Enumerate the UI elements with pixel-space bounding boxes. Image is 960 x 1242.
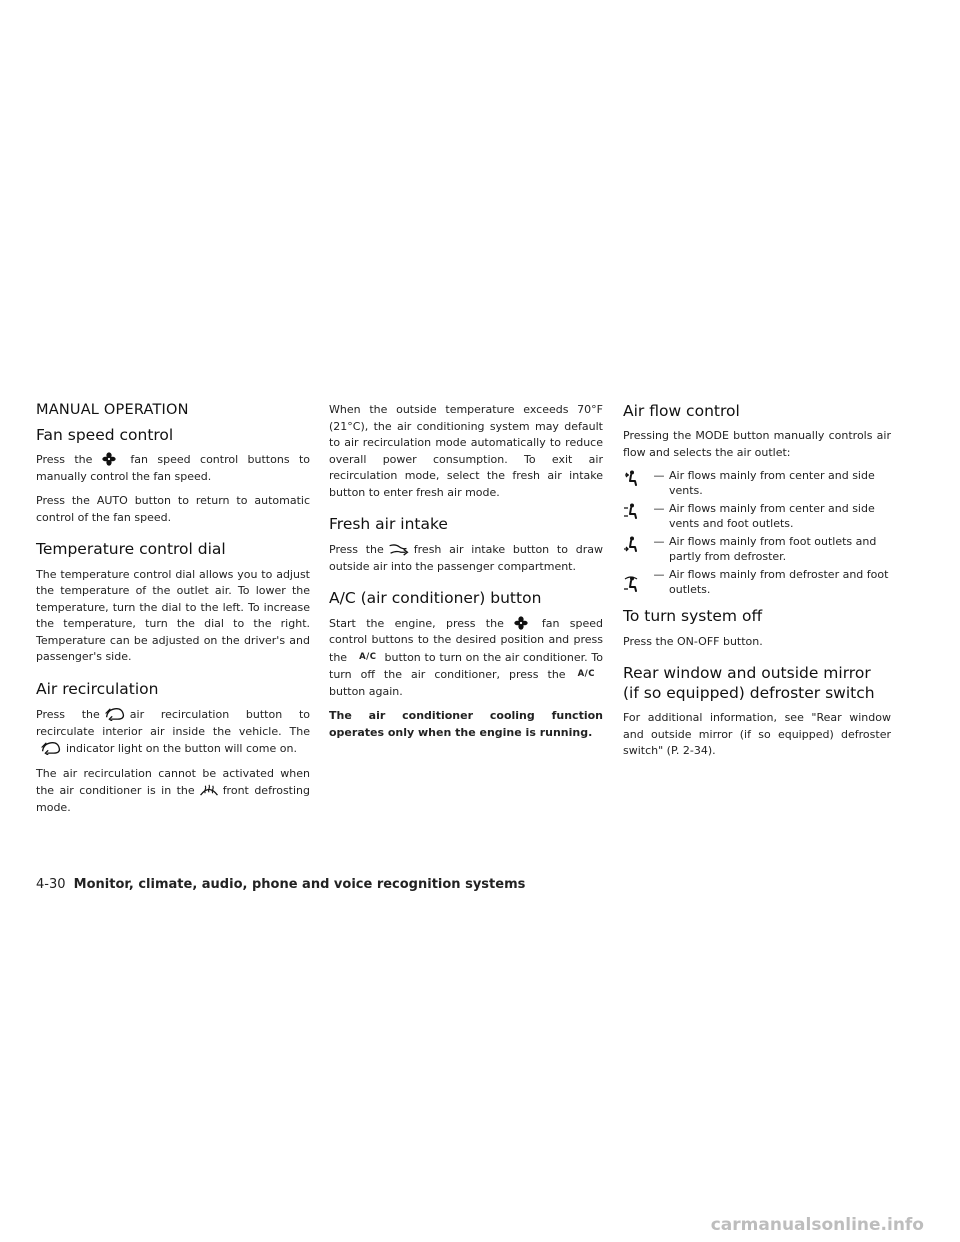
section-title: MANUAL OPERATION bbox=[36, 402, 189, 418]
turn-off-heading: To turn system off bbox=[623, 607, 763, 626]
ac-label: A/C bbox=[577, 669, 595, 680]
text-span: button again. bbox=[329, 684, 403, 698]
list-item bbox=[623, 535, 891, 564]
fan-icon bbox=[102, 452, 116, 466]
list-item bbox=[623, 502, 891, 531]
column-middle bbox=[329, 402, 603, 749]
recirculation-heading: Air recirculation bbox=[36, 679, 159, 698]
ac-warning: The air conditioner cooling function operates only when the engine is running. bbox=[329, 709, 603, 739]
mode-description: Air flows mainly from center and side vents. bbox=[669, 469, 875, 497]
chapter-title: Monitor, climate, audio, phone and voice recognition systems bbox=[73, 877, 526, 892]
heading-line: Rear window and outside mirror bbox=[623, 664, 871, 683]
temperature-heading: Temperature control dial bbox=[36, 540, 226, 559]
recirculation-icon bbox=[103, 706, 127, 721]
mode-description: Air flows mainly from center and side vents and foot outlets. bbox=[669, 502, 875, 530]
airflow-mode-list bbox=[623, 469, 891, 597]
fan-speed-heading: Fan speed control bbox=[36, 426, 174, 444]
mode-description: Air flows mainly from foot outlets and partly from defroster. bbox=[669, 535, 877, 563]
text-span: front defrosting mode. bbox=[36, 784, 311, 814]
column-right bbox=[623, 402, 891, 768]
fan-speed-paragraph bbox=[36, 452, 310, 485]
list-item bbox=[623, 568, 891, 597]
recirculation-note bbox=[36, 766, 310, 817]
foot-defrost-mode-icon bbox=[623, 576, 639, 592]
rear-defroster-heading bbox=[623, 664, 891, 703]
text-span: fan speed control buttons to manually control the fan speed. bbox=[36, 453, 310, 483]
airflow-intro: Pressing the MODE button manually controls air flow and selects the air outlet: bbox=[623, 429, 891, 459]
list-item bbox=[623, 469, 891, 498]
text-span: Press the bbox=[36, 708, 100, 722]
watermark: carmanualsonline.info bbox=[710, 1215, 924, 1235]
auto-recirc-paragraph: When the outside temperature exceeds 70°F (21°C), the air conditioning system may default to air recirculation mode automatically to reduce overall power consumption. To exit air recirculation mode, select the fresh air intake button to enter fresh air mode. bbox=[329, 403, 603, 499]
dash: — bbox=[653, 469, 665, 483]
ac-heading: A/C (air conditioner) button bbox=[329, 589, 542, 608]
defroster-icon bbox=[198, 782, 220, 797]
ac-paragraph bbox=[329, 616, 603, 701]
auto-paragraph: Press the AUTO button to return to automatic control of the fan speed. bbox=[36, 494, 310, 524]
text-span: fresh air intake button to draw outside air into the passenger compartment. bbox=[329, 543, 603, 573]
ac-label: A/C bbox=[359, 651, 377, 662]
fresh-air-heading: Fresh air intake bbox=[329, 515, 448, 533]
dash: — bbox=[653, 535, 665, 549]
fresh-air-icon bbox=[387, 541, 411, 556]
page-footer bbox=[36, 877, 525, 892]
rear-defroster-paragraph: For additional information, see "Rear window and outside mirror (if so equipped) defroster switch" (P. 2-34). bbox=[623, 711, 891, 757]
recirculation-icon bbox=[39, 740, 63, 755]
temperature-paragraph: The temperature control dial allows you to adjust the temperature of the outlet air. To lower the temperature, turn the dial to the left. To increase the temperature, turn the dial to the right. Temperature can be adjusted on the driver's and passenger's side. bbox=[36, 567, 310, 664]
text-span: Press the bbox=[329, 543, 384, 557]
text-span: Press the bbox=[36, 453, 93, 467]
turn-off-paragraph: Press the ON-OFF button. bbox=[623, 634, 763, 648]
text-span: The air recirculation cannot be activated when the air conditioner is in the bbox=[36, 766, 310, 798]
dash: — bbox=[653, 502, 665, 516]
text-span: button to turn on the air conditioner. To turn off the air conditioner, press the bbox=[329, 650, 603, 682]
column-left bbox=[36, 402, 310, 824]
text-span: Start the engine, press the bbox=[329, 616, 504, 630]
mode-description: Air flows mainly from defroster and foot outlets. bbox=[669, 568, 889, 596]
page-number: 4-30 bbox=[36, 877, 66, 892]
fan-icon bbox=[514, 616, 528, 630]
fresh-air-paragraph bbox=[329, 541, 603, 575]
foot-mode-icon bbox=[623, 536, 639, 552]
text-span: air recirculation button to recirculate interior air inside the vehicle. The bbox=[36, 708, 310, 738]
airflow-heading: Air flow control bbox=[623, 402, 740, 420]
bi-level-mode-icon bbox=[623, 503, 639, 519]
heading-line: (if so equipped) defroster switch bbox=[623, 683, 875, 702]
recirculation-paragraph bbox=[36, 706, 310, 758]
dash: — bbox=[653, 568, 665, 582]
text-span: fan speed control buttons to the desired position and press the bbox=[329, 616, 603, 664]
text-span: indicator light on the button will come on. bbox=[66, 742, 297, 756]
vent-mode-icon bbox=[623, 470, 639, 486]
